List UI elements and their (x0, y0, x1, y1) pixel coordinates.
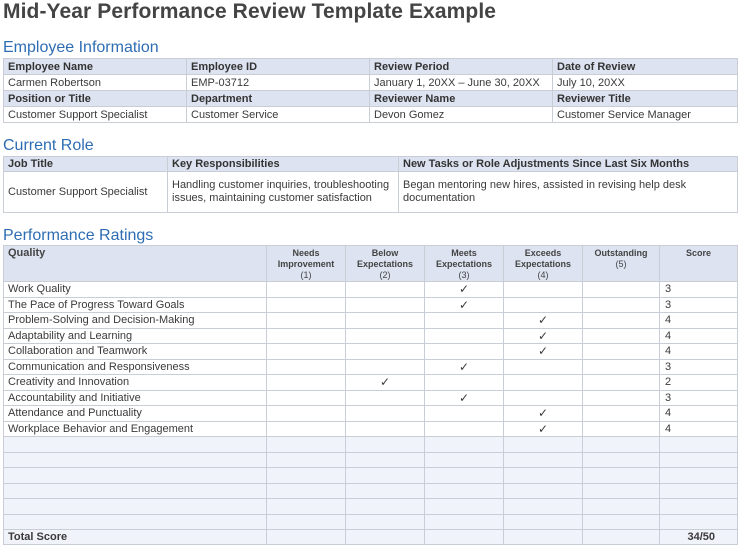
empty-cell[interactable] (346, 452, 425, 468)
total-score-row (4, 530, 738, 545)
score-cell[interactable]: 2 (660, 375, 738, 391)
quality-label: Workplace Behavior and Engagement (4, 421, 267, 437)
empty-cell[interactable] (660, 437, 738, 453)
rating-cell[interactable] (504, 421, 583, 437)
rating-cell[interactable] (425, 282, 504, 298)
quality-label: Collaboration and Teamwork (4, 344, 267, 360)
rating-cell[interactable] (267, 406, 346, 422)
employee-name-field[interactable]: Carmen Robertson (4, 75, 187, 91)
empty-cell[interactable] (346, 437, 425, 453)
score-cell[interactable]: 4 (660, 421, 738, 437)
header-position-title: Position or Title (4, 91, 187, 107)
rating-cell[interactable] (425, 421, 504, 437)
total-empty-cell (504, 530, 583, 545)
empty-cell[interactable] (660, 483, 738, 499)
rating-cell[interactable] (504, 390, 583, 406)
quality-label: Communication and Responsiveness (4, 359, 267, 375)
rating-cell[interactable] (267, 375, 346, 391)
score-cell[interactable]: 4 (660, 344, 738, 360)
page-title: Mid-Year Performance Review Template Example (3, 0, 497, 23)
empty-cell[interactable] (504, 499, 583, 515)
score-cell[interactable]: 3 (660, 359, 738, 375)
empty-cell[interactable] (504, 437, 583, 453)
employee-info-header-row (4, 91, 738, 107)
rating-cell[interactable] (425, 359, 504, 375)
current-role-header-row (4, 157, 738, 172)
header-review-period: Review Period (370, 59, 553, 75)
ratings-header-row (4, 246, 738, 282)
header-quality: Quality (4, 246, 267, 282)
empty-cell[interactable] (4, 437, 267, 453)
score-cell[interactable]: 4 (660, 328, 738, 344)
header-outstanding: Outstanding (5) (583, 246, 660, 282)
rating-cell[interactable] (267, 313, 346, 329)
rating-cell[interactable] (346, 375, 425, 391)
rating-row (4, 421, 738, 437)
department-field[interactable]: Customer Service (187, 107, 370, 123)
rating-cell[interactable] (346, 359, 425, 375)
quality-label: Problem-Solving and Decision-Making (4, 313, 267, 329)
rating-cell[interactable] (425, 390, 504, 406)
rating-cell[interactable] (346, 421, 425, 437)
score-cell[interactable]: 3 (660, 297, 738, 313)
checkmark-icon: ✓ (537, 328, 549, 343)
rating-cell[interactable] (504, 344, 583, 360)
checkmark-icon: ✓ (537, 421, 549, 436)
employee-info-value-row (4, 75, 738, 91)
rating-cell[interactable] (425, 313, 504, 329)
rating-cell[interactable] (425, 344, 504, 360)
empty-rating-row (4, 514, 738, 530)
rating-cell[interactable] (583, 406, 660, 422)
total-empty-cell (346, 530, 425, 545)
rating-cell[interactable] (267, 344, 346, 360)
rating-cell[interactable] (346, 282, 425, 298)
key-responsibilities-field[interactable]: Handling customer inquiries, troubleshooting issues, maintaining customer satisfaction (168, 172, 399, 213)
quality-label: The Pace of Progress Toward Goals (4, 297, 267, 313)
rating-row (4, 313, 738, 329)
checkmark-icon: ✓ (537, 344, 549, 359)
empty-cell[interactable] (4, 514, 267, 530)
empty-cell[interactable] (425, 483, 504, 499)
rating-row (4, 359, 738, 375)
date-of-review-field[interactable]: July 10, 20XX (553, 75, 738, 91)
header-key-responsibilities: Key Responsibilities (168, 157, 399, 172)
rating-cell[interactable] (425, 297, 504, 313)
header-date-of-review: Date of Review (553, 59, 738, 75)
rating-cell[interactable] (267, 421, 346, 437)
rating-cell[interactable] (425, 328, 504, 344)
checkmark-icon: ✓ (537, 406, 549, 421)
empty-cell[interactable] (660, 452, 738, 468)
empty-cell[interactable] (4, 452, 267, 468)
rating-cell[interactable] (583, 421, 660, 437)
empty-cell[interactable] (583, 514, 660, 530)
empty-cell[interactable] (4, 499, 267, 515)
rating-cell[interactable] (583, 344, 660, 360)
rating-cell[interactable] (504, 359, 583, 375)
rating-row (4, 328, 738, 344)
rating-row (4, 375, 738, 391)
quality-label: Attendance and Punctuality (4, 406, 267, 422)
rating-row (4, 282, 738, 298)
empty-cell[interactable] (267, 499, 346, 515)
quality-label: Work Quality (4, 282, 267, 298)
empty-cell[interactable] (425, 468, 504, 484)
ratings-body (4, 282, 738, 545)
empty-rating-row (4, 468, 738, 484)
rating-cell[interactable] (583, 375, 660, 391)
empty-cell[interactable] (425, 437, 504, 453)
rating-cell[interactable] (267, 359, 346, 375)
rating-cell[interactable] (583, 390, 660, 406)
empty-cell[interactable] (583, 468, 660, 484)
quality-label: Accountability and Initiative (4, 390, 267, 406)
rating-cell[interactable] (583, 282, 660, 298)
current-role-value-row (4, 172, 738, 213)
employee-id-field[interactable]: EMP-03712 (187, 75, 370, 91)
current-role-table (3, 156, 738, 213)
rating-cell[interactable] (267, 297, 346, 313)
quality-label: Creativity and Innovation (4, 375, 267, 391)
reviewer-name-field[interactable]: Devon Gomez (370, 107, 553, 123)
header-reviewer-name: Reviewer Name (370, 91, 553, 107)
header-meets-expectations: Meets Expectations (3) (425, 246, 504, 282)
empty-cell[interactable] (4, 468, 267, 484)
header-score: Score (660, 246, 738, 282)
rating-cell[interactable] (346, 313, 425, 329)
rating-cell[interactable] (346, 297, 425, 313)
header-job-title: Job Title (4, 157, 168, 172)
employee-info-header-row (4, 59, 738, 75)
job-title-field[interactable]: Customer Support Specialist (4, 172, 168, 213)
rating-cell[interactable] (425, 406, 504, 422)
review-period-field[interactable]: January 1, 20XX – June 30, 20XX (370, 75, 553, 91)
checkmark-icon: ✓ (458, 297, 470, 312)
header-employee-id: Employee ID (187, 59, 370, 75)
empty-cell[interactable] (504, 452, 583, 468)
rating-cell[interactable] (504, 297, 583, 313)
quality-label: Adaptability and Learning (4, 328, 267, 344)
rating-cell[interactable] (346, 344, 425, 360)
header-employee-name: Employee Name (4, 59, 187, 75)
employee-info-value-row (4, 107, 738, 123)
total-score-value: 34/50 (660, 530, 738, 545)
total-empty-cell (425, 530, 504, 545)
rating-cell[interactable] (425, 375, 504, 391)
position-title-field[interactable]: Customer Support Specialist (4, 107, 187, 123)
employee-info-heading: Employee Information (3, 39, 159, 56)
score-cell[interactable]: 3 (660, 390, 738, 406)
empty-cell[interactable] (425, 514, 504, 530)
empty-cell[interactable] (660, 468, 738, 484)
new-tasks-field[interactable]: Began mentoring new hires, assisted in revising help desk documentation (399, 172, 738, 213)
empty-cell[interactable] (267, 514, 346, 530)
rating-row (4, 344, 738, 360)
rating-cell[interactable] (504, 406, 583, 422)
empty-cell[interactable] (583, 437, 660, 453)
rating-cell[interactable] (267, 328, 346, 344)
rating-cell[interactable] (504, 282, 583, 298)
header-reviewer-title: Reviewer Title (553, 91, 738, 107)
rating-cell[interactable] (583, 313, 660, 329)
rating-cell[interactable] (504, 328, 583, 344)
rating-cell[interactable] (504, 313, 583, 329)
rating-cell[interactable] (346, 406, 425, 422)
rating-cell[interactable] (346, 390, 425, 406)
header-new-tasks: New Tasks or Role Adjustments Since Last Six Months (399, 157, 738, 172)
rating-cell[interactable] (583, 359, 660, 375)
empty-cell[interactable] (267, 483, 346, 499)
performance-ratings-table (3, 245, 738, 545)
rating-cell[interactable] (504, 375, 583, 391)
current-role-heading: Current Role (3, 137, 94, 154)
empty-cell[interactable] (346, 514, 425, 530)
empty-cell[interactable] (346, 499, 425, 515)
empty-cell[interactable] (504, 468, 583, 484)
empty-cell[interactable] (583, 499, 660, 515)
empty-cell[interactable] (425, 499, 504, 515)
rating-cell[interactable] (267, 390, 346, 406)
performance-ratings-heading: Performance Ratings (3, 227, 154, 244)
score-cell[interactable]: 3 (660, 282, 738, 298)
empty-rating-row (4, 452, 738, 468)
empty-cell[interactable] (425, 452, 504, 468)
employee-info-table (3, 58, 738, 123)
rating-cell[interactable] (583, 297, 660, 313)
header-department: Department (187, 91, 370, 107)
score-cell[interactable]: 4 (660, 406, 738, 422)
total-empty-cell (267, 530, 346, 545)
checkmark-icon: ✓ (537, 313, 549, 328)
empty-cell[interactable] (346, 468, 425, 484)
rating-cell[interactable] (267, 282, 346, 298)
empty-cell[interactable] (504, 483, 583, 499)
total-empty-cell (583, 530, 660, 545)
header-exceeds-expectations: Exceeds Expectations (4) (504, 246, 583, 282)
checkmark-icon: ✓ (458, 282, 470, 297)
checkmark-icon: ✓ (379, 375, 391, 390)
empty-rating-row (4, 499, 738, 515)
empty-cell[interactable] (583, 452, 660, 468)
empty-cell[interactable] (346, 483, 425, 499)
empty-rating-row (4, 437, 738, 453)
empty-cell[interactable] (267, 437, 346, 453)
empty-cell[interactable] (267, 468, 346, 484)
empty-rating-row (4, 483, 738, 499)
empty-cell[interactable] (583, 483, 660, 499)
header-needs-improvement: Needs Improvement (1) (267, 246, 346, 282)
rating-cell[interactable] (583, 328, 660, 344)
rating-row (4, 297, 738, 313)
empty-cell[interactable] (660, 514, 738, 530)
empty-cell[interactable] (504, 514, 583, 530)
checkmark-icon: ✓ (458, 390, 470, 405)
rating-row (4, 390, 738, 406)
empty-cell[interactable] (267, 452, 346, 468)
checkmark-icon: ✓ (458, 359, 470, 374)
rating-row (4, 406, 738, 422)
empty-cell[interactable] (4, 483, 267, 499)
score-cell[interactable]: 4 (660, 313, 738, 329)
empty-cell[interactable] (660, 499, 738, 515)
reviewer-title-field[interactable]: Customer Service Manager (553, 107, 738, 123)
total-score-label: Total Score (4, 530, 267, 545)
rating-cell[interactable] (346, 328, 425, 344)
header-below-expectations: Below Expectations (2) (346, 246, 425, 282)
